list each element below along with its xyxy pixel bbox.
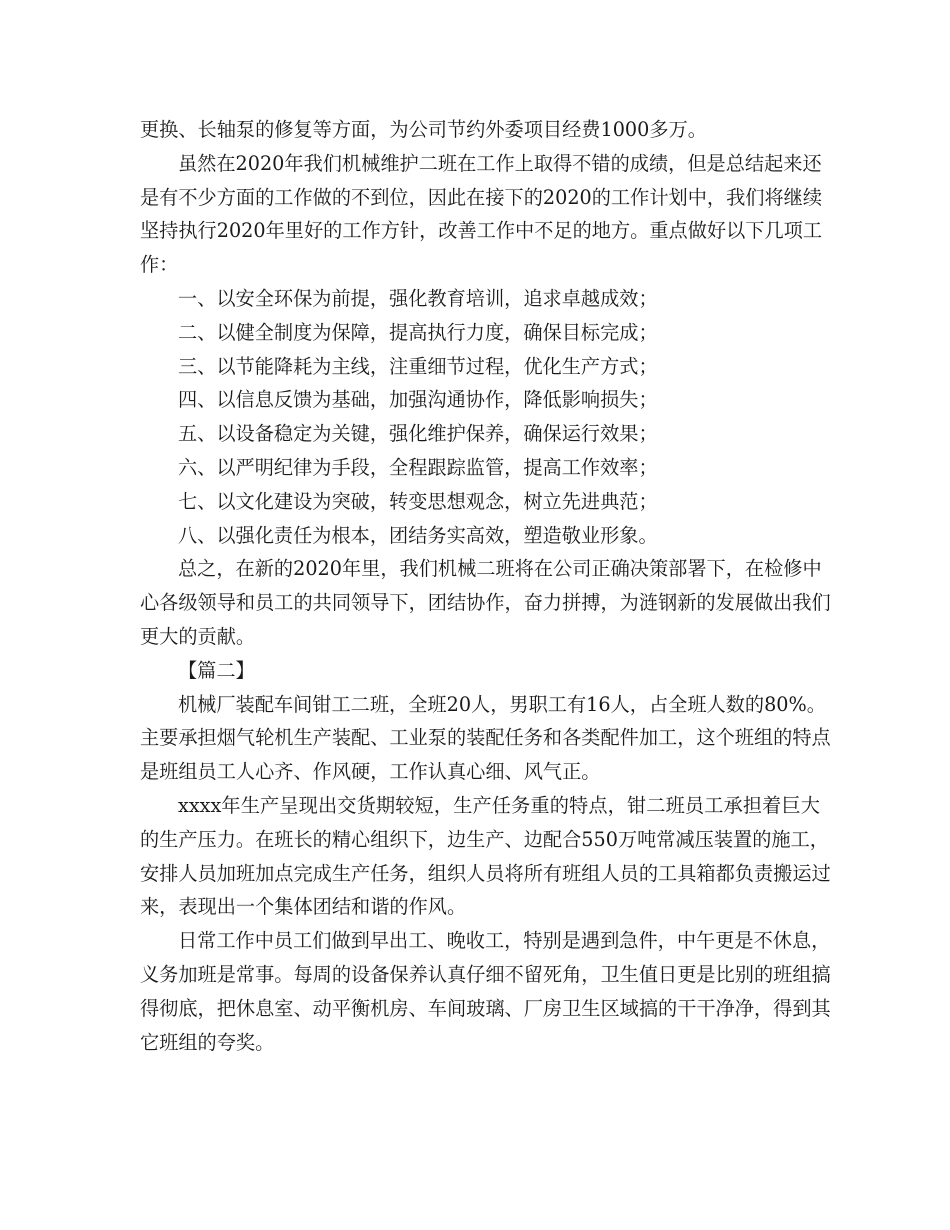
text-line: 虽然在2020年我们机械维护二班在工作上取得不错的成绩，但是总结起来还 (178, 151, 822, 175)
text-line: 一、以安全环保为前提，强化教育培训，追求卓越成效； (178, 286, 658, 310)
text-line: 安排人员加班加点完成生产任务，组织人员将所有班组人员的工具箱都负责搬运过 (140, 861, 831, 885)
text-line: 的生产压力。在班长的精心组织下，边生产、边配合550万吨常减压装置的施工， (140, 827, 829, 851)
text-line: 五、以设备稳定为关键，强化维护保养，确保运行效果； (178, 422, 658, 446)
text-line: 是有不少方面的工作做的不到位，因此在接下的2020的工作计划中，我们将继续 (140, 185, 823, 209)
text-line: 总之，在新的2020年里，我们机械二班将在公司正确决策部署下，在检修中 (178, 557, 822, 581)
text-line: 义务加班是常事。每周的设备保养认真仔细不留死角，卫生值日更是比别的班组搞 (140, 962, 831, 986)
text-line: 心各级领导和员工的共同领导下，团结协作，奋力拼搏，为涟钢新的发展做出我们 (140, 591, 831, 615)
text-line: 更大的贡献。 (140, 624, 256, 648)
text-line: 作： (140, 253, 179, 277)
text-line: 七、以文化建设为突破，转变思想观念，树立先进典范； (178, 489, 658, 513)
text-line: 更换、长轴泵的修复等方面，为公司节约外委项目经费1000多万。 (140, 118, 707, 141)
text-line: 【篇二】 (178, 658, 255, 682)
text-line: 六、以严明纪律为手段，全程跟踪监管，提高工作效率； (178, 455, 658, 479)
text-line: 二、以健全制度为保障，提高执行力度，确保目标完成； (178, 320, 658, 344)
text-line: 日常工作中员工们做到早出工、晚收工，特别是遇到急件，中午更是不休息， (178, 929, 831, 953)
text-line: xxxx年生产呈现出交货期较短，生产任务重的特点，钳二班员工承担着巨大 (178, 793, 820, 817)
text-line: 机械厂装配车间钳工二班，全班20人，男职工有16人，占全班人数的80%。 (178, 692, 826, 716)
text-line: 主要承担烟气轮机生产装配、工业泵的装配任务和各类配件加工，这个班组的特点 (140, 726, 831, 750)
text-line: 四、以信息反馈为基础，加强沟通协作，降低影响损失； (178, 388, 658, 412)
text-line: 得彻底，把休息室、动平衡机房、车间玻璃、厂房卫生区域搞的干干净净，得到其 (140, 996, 831, 1020)
text-line: 是班组员工人心齐、作风硬，工作认真心细、风气正。 (140, 760, 601, 784)
document-body (140, 113, 831, 1059)
text-line: 三、以节能降耗为主线，注重细节过程，优化生产方式； (178, 354, 658, 378)
text-line: 它班组的夸奖。 (140, 1030, 275, 1054)
text-line: 来，表现出一个集体团结和谐的作风。 (140, 895, 467, 919)
text-line: 八、以强化责任为根本，团结务实高效，塑造敬业形象。 (178, 523, 658, 547)
text-line: 坚持执行2020年里好的工作方针，改善工作中不足的地方。重点做好以下几项工 (140, 219, 823, 243)
